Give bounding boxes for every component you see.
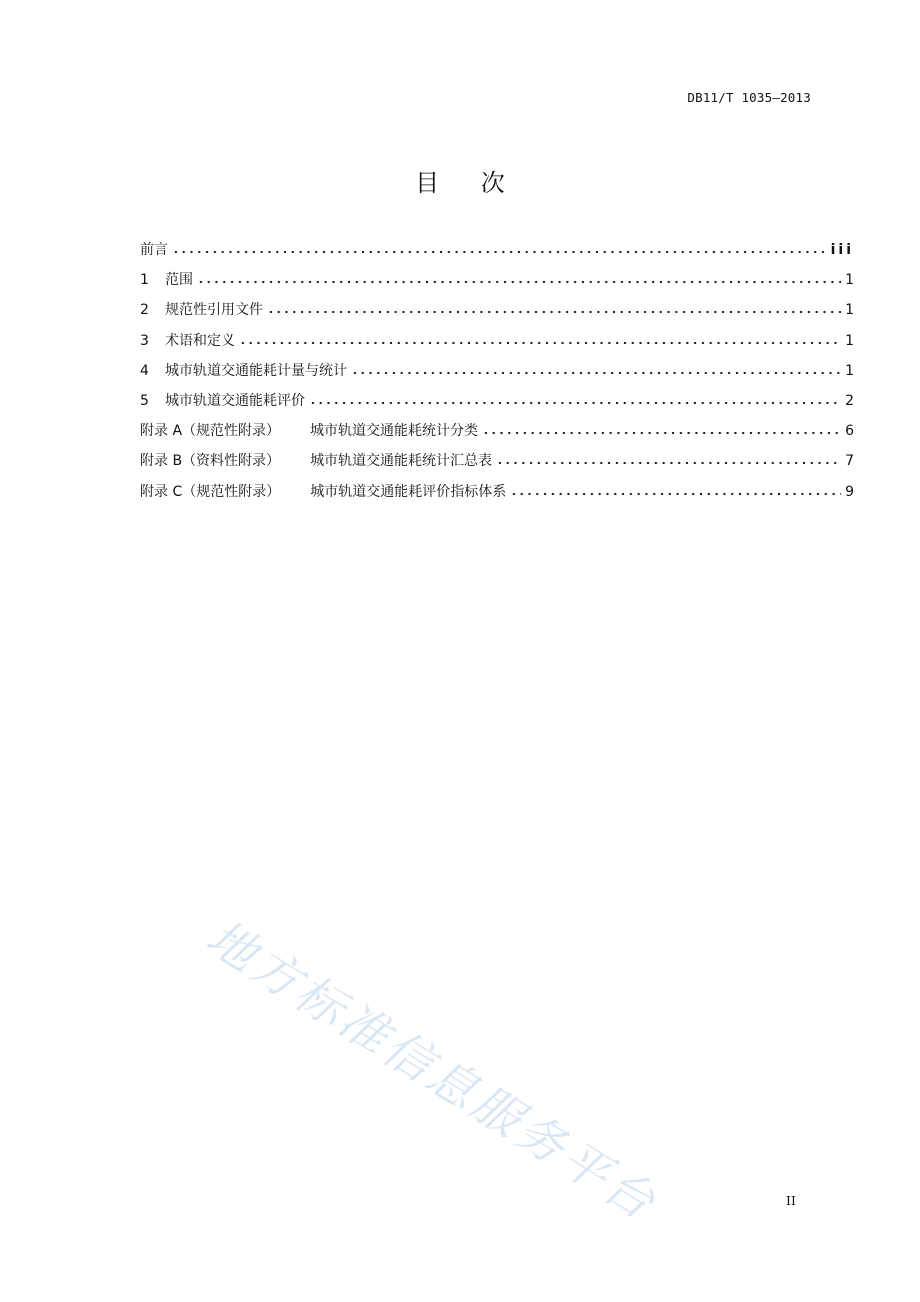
toc-entry-metering-statistics[interactable] — [140, 361, 854, 391]
toc-entry-title: 城市轨道交通能耗计量与统计 — [165, 362, 347, 379]
toc-appendix-label: 附录 B（资料性附录） — [140, 453, 281, 470]
toc-appendix-label: 附录 C（规范性附录） — [140, 483, 281, 500]
toc-page-number: 1 — [845, 302, 854, 319]
toc-entry-scope[interactable] — [140, 270, 854, 300]
toc-page-number: 2 — [845, 392, 854, 409]
watermark: 地方标准信息服务平台 — [196, 909, 668, 1233]
toc-entry-appendix-a[interactable] — [140, 421, 854, 451]
toc-entry-normative-references[interactable] — [140, 300, 854, 330]
toc-entry-title: 规范性引用文件 — [165, 302, 263, 319]
toc-section-number: 3 — [140, 332, 149, 349]
toc-entry-title: 城市轨道交通能耗统计分类 — [310, 423, 479, 440]
table-of-contents — [140, 240, 854, 512]
toc-entry-appendix-b[interactable] — [140, 451, 854, 481]
toc-dot-leader — [496, 453, 841, 465]
toc-page-number: 1 — [845, 362, 854, 379]
toc-entry-title: 范围 — [165, 272, 193, 289]
toc-section-number: 2 — [140, 302, 149, 319]
toc-entry-title: 城市轨道交通能耗评价指标体系 — [310, 483, 507, 500]
toc-section-number: 1 — [140, 272, 149, 289]
toc-section-number: 5 — [140, 392, 149, 409]
toc-page-number: 6 — [845, 423, 854, 440]
toc-section-number: 4 — [140, 362, 149, 379]
toc-page-number: 1 — [845, 332, 854, 349]
toc-page-number: 1 — [845, 272, 854, 289]
page-number: II — [786, 1193, 796, 1208]
toc-entry-title: 前言 — [140, 242, 168, 258]
toc-page-number: 9 — [845, 483, 854, 500]
toc-entry-title: 城市轨道交通能耗评价 — [165, 392, 305, 409]
toc-entry-title: 术语和定义 — [165, 332, 235, 349]
toc-page-number: iii — [830, 242, 854, 258]
toc-page-number: 7 — [845, 453, 854, 470]
toc-entry-evaluation[interactable] — [140, 391, 854, 421]
toc-dot-leader — [197, 272, 841, 284]
toc-entry-title: 城市轨道交通能耗统计汇总表 — [310, 453, 493, 470]
toc-dot-leader — [309, 393, 841, 405]
toc-appendix-label: 附录 A（规范性附录） — [140, 423, 281, 440]
toc-entry-appendix-c[interactable] — [140, 482, 854, 512]
toc-dot-leader — [510, 484, 841, 496]
toc-dot-leader — [172, 242, 827, 254]
toc-entry-terms-definitions[interactable] — [140, 331, 854, 361]
toc-dot-leader — [239, 333, 841, 345]
page-title: 目 次 — [415, 169, 505, 197]
toc-entry-foreword[interactable] — [140, 240, 854, 270]
toc-dot-leader — [267, 302, 841, 314]
toc-dot-leader — [482, 423, 841, 435]
standard-code: DB11/T 1035—2013 — [687, 90, 811, 105]
toc-dot-leader — [351, 363, 841, 375]
